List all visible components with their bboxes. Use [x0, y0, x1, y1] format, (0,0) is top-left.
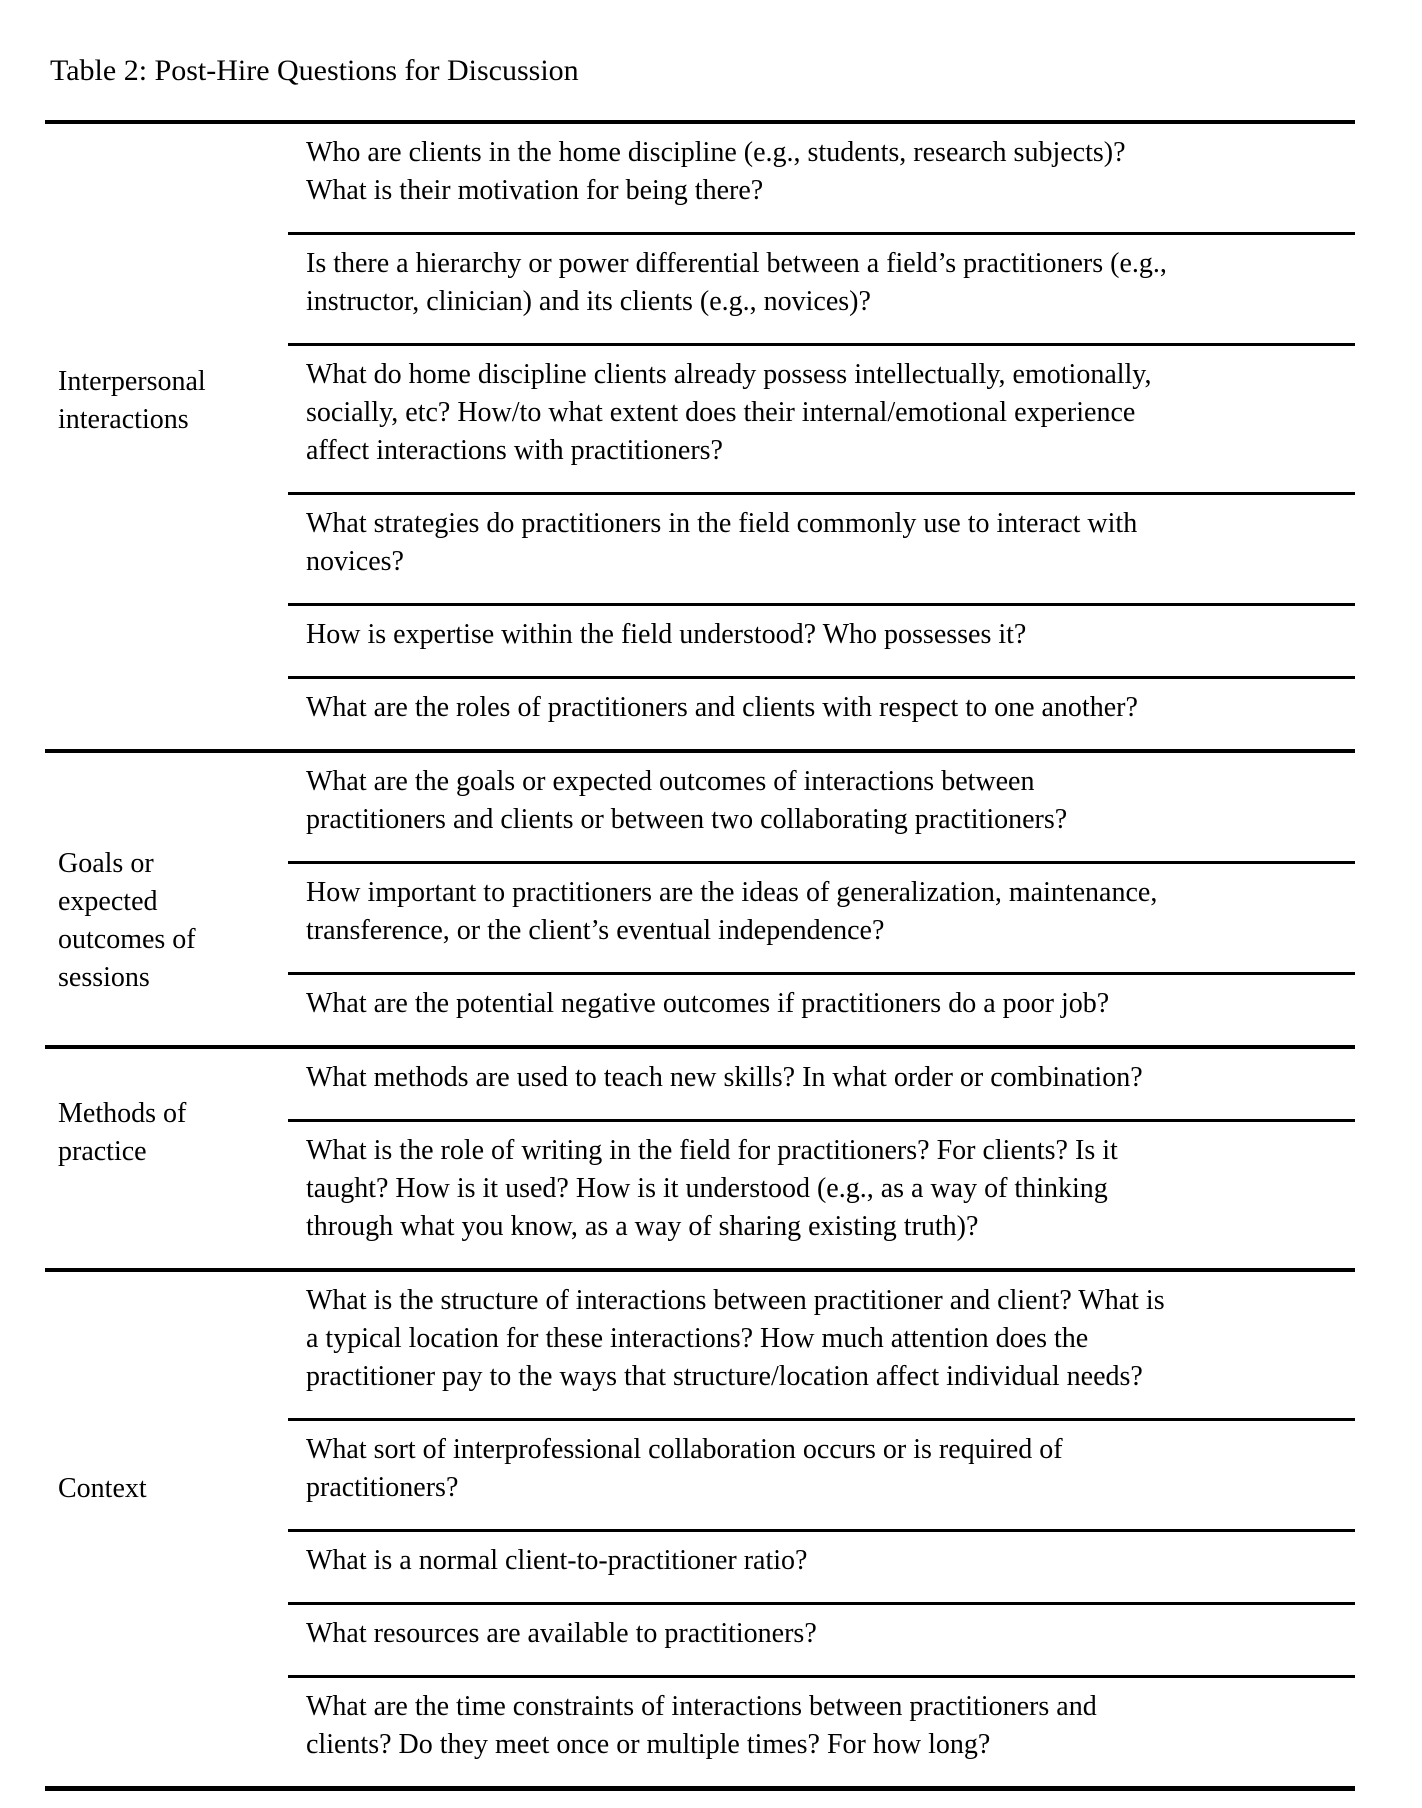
question-row: [288, 861, 1355, 972]
question-row: [288, 232, 1355, 343]
question-text: What are the time constraints of interactions between practitioners and clients? Do they meet once or multiple times? For how long?: [306, 1691, 1097, 1760]
question-row: [288, 1675, 1355, 1786]
question-row: [288, 603, 1355, 676]
question-row: [288, 1049, 1355, 1119]
question-text: What do home discipline clients already possess intellectually, emotionally, socially, etc? How/to what extent does their internal/emotional experience affect interactions with practitioners?: [306, 359, 1152, 466]
question-row: [288, 753, 1355, 861]
question-text: Who are clients in the home discipline (e.g., students, research subjects)? What is their motivation for being there?: [306, 137, 1126, 206]
group-interpersonal-interactions: [45, 124, 1355, 753]
question-row: [288, 1418, 1355, 1529]
question-text: What is a normal client-to-practitioner ratio?: [306, 1545, 808, 1576]
question-row: [288, 1119, 1355, 1268]
group-label-cell: [45, 753, 288, 1045]
question-row: [288, 676, 1355, 749]
question-text: What sort of interprofessional collaboration occurs or is required of practitioners?: [306, 1434, 1063, 1503]
group-label-cell: [45, 1049, 288, 1268]
post-hire-questions-table: [45, 120, 1355, 1791]
group-label-cell: [45, 124, 288, 749]
question-text: What resources are available to practitioners?: [306, 1618, 817, 1649]
question-text: What methods are used to teach new skills? In what order or combination?: [306, 1062, 1143, 1093]
question-row: [288, 343, 1355, 492]
question-text: What are the roles of practitioners and clients with respect to one another?: [306, 692, 1138, 723]
group-label: Interpersonal interactions: [58, 365, 206, 435]
question-text: What are the goals or expected outcomes of interactions between practitioners and clients or between two collaborating practitioners?: [306, 766, 1068, 835]
group-label: Goals or expected outcomes of sessions: [58, 848, 196, 993]
question-row: [288, 972, 1355, 1045]
group-goals-or-expected-outcomes: [45, 753, 1355, 1049]
group-questions: [288, 124, 1355, 749]
question-text: How is expertise within the field understood? Who possesses it?: [306, 619, 1027, 650]
question-row: [288, 124, 1355, 232]
group-label: Methods of practice: [58, 1097, 187, 1167]
question-row: [288, 1272, 1355, 1418]
question-text: Is there a hierarchy or power differential between a field’s practitioners (e.g., instructor, clinician) and its clients (e.g., novices)?: [306, 248, 1167, 317]
question-row: [288, 1529, 1355, 1602]
group-questions: [288, 1272, 1355, 1786]
group-questions: [288, 1049, 1355, 1268]
question-text: What strategies do practitioners in the field commonly use to interact with novices?: [306, 508, 1138, 577]
group-questions: [288, 753, 1355, 1045]
table-caption: Table 2: Post-Hire Questions for Discussion: [50, 54, 579, 87]
question-row: [288, 492, 1355, 603]
question-text: What are the potential negative outcomes if practitioners do a poor job?: [306, 988, 1110, 1019]
question-text: What is the role of writing in the field for practitioners? For clients? Is it taught? How is it used? How is it understood (e.g., as a way of thinking through what you know, as a way of sharing existing truth)?: [306, 1135, 1118, 1242]
group-label: Context: [58, 1473, 147, 1504]
question-row: [288, 1602, 1355, 1675]
group-label-cell: [45, 1272, 288, 1786]
group-context: [45, 1272, 1355, 1786]
question-text: How important to practitioners are the ideas of generalization, maintenance, transference, or the client’s eventual independence?: [306, 877, 1158, 946]
group-methods-of-practice: [45, 1049, 1355, 1272]
question-text: What is the structure of interactions between practitioner and client? What is a typical location for these interactions? How much attention does the practitioner pay to the ways that structure/location affect individual needs?: [306, 1285, 1165, 1392]
